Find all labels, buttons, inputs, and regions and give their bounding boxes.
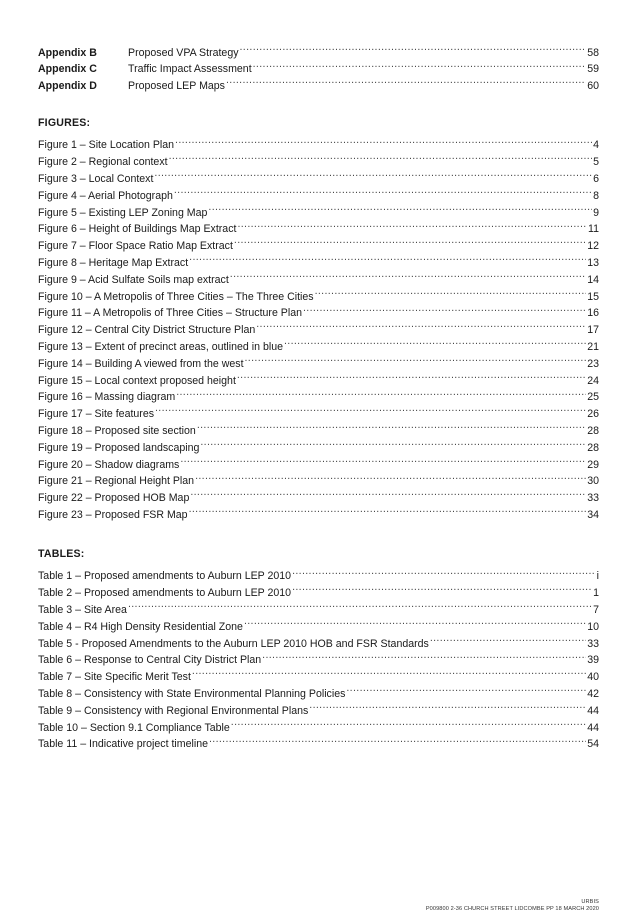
page-number: 21 — [587, 340, 599, 353]
dot-leader — [226, 72, 586, 89]
dot-leader — [231, 714, 586, 731]
figure-entry-title: Figure 4 – Aerial Photograph — [38, 189, 173, 202]
page-number: 1 — [593, 587, 599, 600]
figure-entry-title: Figure 22 – Proposed HOB Map — [38, 492, 190, 505]
dot-leader — [197, 417, 586, 434]
page-number: 60 — [587, 80, 599, 93]
dot-leader — [253, 56, 587, 73]
table-entry-title: Table 5 - Proposed Amendments to the Auburn LEP 2010 HOB and FSR Standards — [38, 637, 429, 650]
dot-leader — [200, 434, 586, 451]
dot-leader — [237, 216, 587, 233]
appendix-label: Appendix D — [38, 80, 97, 93]
figure-entry-title: Figure 23 – Proposed FSR Map — [38, 508, 188, 521]
page-number: 58 — [587, 46, 599, 59]
page-number: 7 — [593, 603, 599, 616]
dot-leader — [430, 630, 586, 647]
figure-entry-title: Figure 7 – Floor Space Ratio Map Extract — [38, 240, 233, 253]
table-entry-title: Table 2 – Proposed amendments to Auburn LEP 2010 — [38, 587, 292, 600]
dot-leader — [154, 165, 592, 182]
page-number: 24 — [587, 374, 599, 387]
figure-entry-title: Figure 21 – Regional Height Plan — [38, 475, 195, 488]
page-number: 15 — [587, 290, 599, 303]
figure-entry-title: Figure 10 – A Metropolis of Three Cities – The Three Cities — [38, 290, 314, 303]
table-entry-title: Table 8 – Consistency with State Environmental Planning Policies — [38, 687, 346, 700]
page-footer — [426, 899, 599, 913]
appendix-list — [38, 39, 599, 93]
page-number: 42 — [587, 687, 599, 700]
figure-entry-title: Figure 9 – Acid Sulfate Soils map extract — [38, 273, 229, 286]
figure-entries — [38, 132, 599, 521]
figure-entry-title: Figure 5 – Existing LEP Zoning Map — [38, 206, 208, 219]
dot-leader — [208, 199, 592, 216]
page-number: 8 — [593, 189, 599, 202]
dot-leader — [192, 663, 586, 680]
appendix-title: Proposed LEP Maps — [128, 80, 225, 93]
dot-leader — [244, 613, 586, 630]
figure-entry-title: Figure 11 – A Metropolis of Three Cities – Structure Plan — [38, 307, 302, 320]
figure-entry-title: Figure 8 – Heritage Map Extract — [38, 256, 189, 269]
page-number: 34 — [587, 508, 599, 521]
tables-heading: TABLES: — [38, 548, 85, 560]
appendix-title: Proposed VPA Strategy — [128, 46, 239, 59]
table-entry[interactable] — [38, 563, 599, 583]
appendix-title: Traffic Impact Assessment — [128, 63, 252, 76]
dot-leader — [234, 232, 586, 249]
page-number: 54 — [587, 738, 599, 751]
dot-leader — [237, 367, 586, 384]
dot-leader — [292, 563, 596, 580]
figure-entry-title: Figure 6 – Height of Buildings Map Extract — [38, 223, 237, 236]
appendix-label: Appendix C — [38, 63, 97, 76]
dot-leader — [155, 400, 586, 417]
figure-entry-title: Figure 16 – Massing diagram — [38, 391, 176, 404]
figure-entry-title: Figure 3 – Local Context — [38, 172, 154, 185]
dot-leader — [346, 680, 586, 697]
dot-leader — [190, 484, 586, 501]
page-number: 30 — [587, 475, 599, 488]
dot-leader — [284, 333, 586, 350]
table-entry-title: Table 10 – Section 9.1 Compliance Table — [38, 721, 230, 734]
figure-entry-title: Figure 12 – Central City District Structure Plan — [38, 324, 256, 337]
page-number: 39 — [587, 654, 599, 667]
table-entry-title: Table 11 – Indicative project timeline — [38, 738, 208, 751]
table-entry-title: Table 6 – Response to Central City District Plan — [38, 654, 262, 667]
figure-entry-title: Figure 17 – Site features — [38, 408, 155, 421]
page-number: 40 — [587, 671, 599, 684]
page-number: 44 — [587, 704, 599, 717]
dot-leader — [245, 350, 587, 367]
dot-leader — [176, 384, 586, 401]
figure-entry-title: Figure 13 – Extent of precinct areas, outlined in blue — [38, 340, 283, 353]
page-number: 29 — [587, 458, 599, 471]
page-number: i — [596, 570, 599, 583]
dot-leader — [262, 647, 586, 664]
footer-brand: URBIS — [581, 899, 599, 905]
page-number: 11 — [588, 223, 599, 236]
dot-leader — [315, 283, 587, 300]
page-number: 26 — [587, 408, 599, 421]
page-number: 5 — [593, 156, 599, 169]
figures-list — [38, 115, 599, 521]
figures-heading: FIGURES: — [38, 117, 91, 129]
dot-leader — [174, 182, 592, 199]
dot-leader — [195, 468, 586, 485]
table-entry-title: Table 1 – Proposed amendments to Auburn LEP 2010 — [38, 570, 292, 583]
figure-entry-title: Figure 1 – Site Location Plan — [38, 139, 175, 152]
dot-leader — [209, 731, 586, 748]
dot-leader — [189, 501, 587, 518]
dot-leader — [169, 148, 593, 165]
table-entry-title: Table 4 – R4 High Density Residential Zone — [38, 620, 243, 633]
dot-leader — [303, 300, 586, 317]
page-number: 23 — [587, 357, 599, 370]
dot-leader — [189, 249, 586, 266]
figure-entry-title: Figure 2 – Regional context — [38, 156, 168, 169]
footer-reference: P009800 2-36 CHURCH STREET LIDCOMBE PP 18 MARCH 2020 — [425, 906, 599, 912]
page-number: 28 — [587, 441, 599, 454]
tables-list — [38, 546, 599, 751]
page-number: 12 — [587, 240, 599, 253]
page-number: 25 — [587, 391, 599, 404]
dot-leader — [240, 39, 587, 56]
figure-entry-title: Figure 19 – Proposed landscaping — [38, 441, 200, 454]
page-number: 44 — [587, 721, 599, 734]
dot-leader — [175, 132, 592, 149]
figure-entry-title: Figure 14 – Building A viewed from the west — [38, 357, 244, 370]
figure-entry[interactable] — [38, 132, 599, 152]
table-entry-title: Table 3 – Site Area — [38, 603, 127, 616]
figure-entry-title: Figure 18 – Proposed site section — [38, 424, 196, 437]
page-number: 33 — [587, 492, 599, 505]
dot-leader — [292, 579, 592, 596]
figure-entry-title: Figure 20 – Shadow diagrams — [38, 458, 180, 471]
table-entry-title: Table 9 – Consistency with Regional Environmental Plans — [38, 704, 309, 717]
page-number: 6 — [593, 172, 599, 185]
dot-leader — [180, 451, 586, 468]
page-number: 13 — [587, 256, 599, 269]
dot-leader — [128, 596, 592, 613]
page-number: 59 — [587, 63, 599, 76]
page-number: 14 — [587, 273, 599, 286]
table-entry-title: Table 7 – Site Specific Merit Test — [38, 671, 191, 684]
page-number: 33 — [587, 637, 599, 650]
dot-leader — [309, 697, 586, 714]
table-entries — [38, 563, 599, 751]
page-number: 17 — [587, 324, 599, 337]
page-number: 4 — [593, 139, 599, 152]
page-number: 9 — [593, 206, 599, 219]
dot-leader — [256, 316, 586, 333]
appendix-label: Appendix B — [38, 46, 97, 59]
page-number: 16 — [587, 307, 599, 320]
page-number: 28 — [587, 424, 599, 437]
appendix-entry[interactable] — [38, 39, 599, 59]
dot-leader — [230, 266, 586, 283]
page-number: 10 — [587, 620, 599, 633]
figure-entry-title: Figure 15 – Local context proposed height — [38, 374, 236, 387]
